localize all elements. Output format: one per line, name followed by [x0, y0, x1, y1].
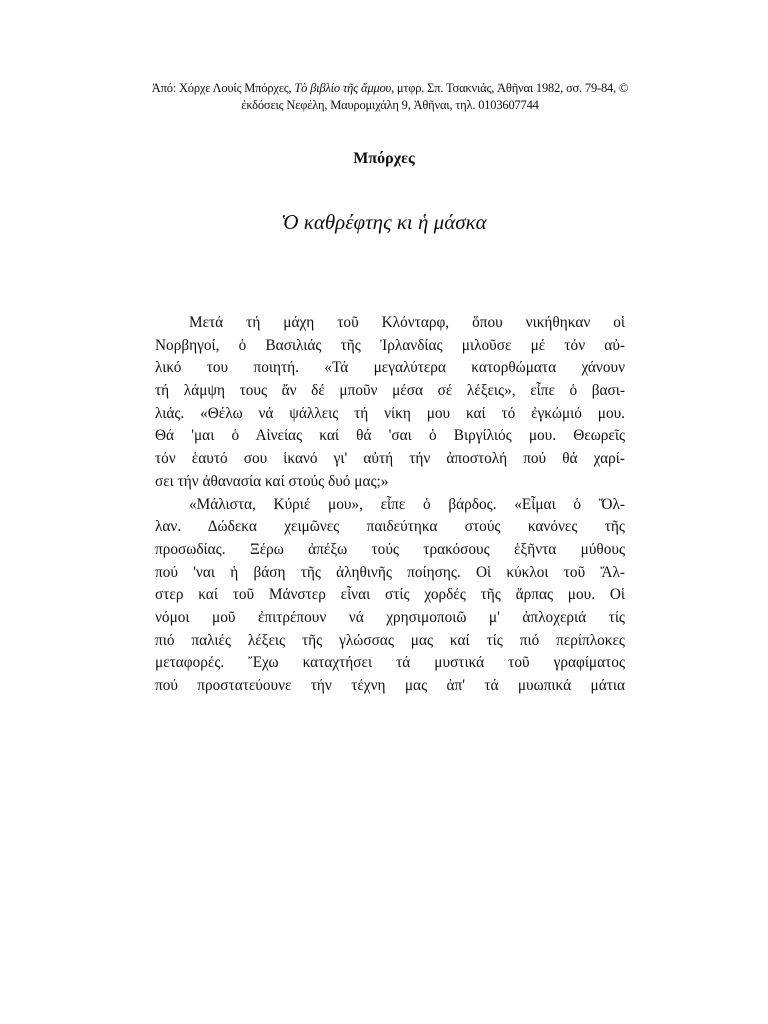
source-line-1 [60, 80, 720, 97]
body-line: Μετά τή μάχη τοῦ Κλόνταρφ, ὅπου νικήθηκαν οἱ [189, 314, 625, 331]
source-line-1-suffix: , μτφρ. Σπ. Τσακνιάς, Ἀθῆναι 1982, σσ. 79-84, © [391, 81, 629, 95]
body-line: Θά 'μαι ὁ Αἰνείας καί θά 'σαι ὁ Βιργίλιός μου. Θεωρεῖς [155, 427, 625, 445]
body-line: μεταφορές. Ἔχω καταχτήσει τά μυστικά τοῦ γραφίματος [155, 654, 625, 672]
body-line: στερ καί τοῦ Μάνστερ εἶναι στίς χορδές τῆς ἅρπας μου. Οἱ [155, 586, 625, 604]
body-line: λιάς. «Θέλω νά ψάλλεις τή νίκη μου καί τό ἐγκώμιό μου. [155, 404, 625, 422]
body-line: πιό παλιές λέξεις τῆς γλώσσας μας καί τίς πιό περίπλοκες [155, 631, 625, 649]
body-line: προσωδίας. Ξέρω ἀπέξω τούς τρακόσους ἑξῆντα μύθους [155, 540, 625, 558]
body-line: σει τήν ἀθανασία καί στούς δυό μας;» [155, 472, 389, 490]
body-line: τόν ἑαυτό σου ἱκανό γι' αὐτή τήν ἀποστολή πού θά χαρί- [155, 450, 625, 468]
body-line: πού προστατεύουνε τήν τέχνη μας ἀπ' τά μυωπικά μάτια [155, 677, 625, 694]
body-line: Νορβηγοί, ὁ Βασιλιάς τῆς Ἰρλανδίας μιλοῦσε μέ τόν αὐ- [155, 336, 625, 354]
source-line-1-prefix: Ἀπό: Χόρχε Λουίς Μπόρχες, [151, 81, 295, 95]
body-line: τή λάμψη τους ἄν δέ μποῦν μέσα σέ λέξεις», εἶπε ὁ βασι- [155, 382, 625, 400]
source-citation [60, 80, 720, 114]
body-line: λικό του ποιητή. «Τά μεγαλύτερα κατορθώματα χάνουν [155, 359, 625, 377]
author-heading: Μπόρχες [353, 150, 415, 167]
story-title: Ὁ καθρέφτης κι ἡ μάσκα [281, 210, 487, 234]
source-book-title: Τὸ βιβλίο τῆς ἄμμου [294, 81, 392, 95]
body-line: νόμοι μοῦ ἐπιτρέπουν νά χρησιμοποιῶ μ' ἀπλοχεριά τίς [155, 608, 625, 626]
body-text [155, 312, 625, 698]
body-line: λαν. Δώδεκα χειμῶνες παιδεύτηκα στούς κανόνες τῆς [155, 518, 625, 536]
body-line: «Μάλιστα, Κύριέ μου», εἶπε ὁ βάρδος. «Εἶμαι ὁ Ὄλ- [189, 495, 625, 513]
body-line: πού 'ναι ἡ βάση τῆς ἀληθινῆς ποίησης. Οἱ κύκλοι τοῦ Ἄλ- [155, 563, 625, 581]
source-line-2: ἐκδόσεις Νεφέλη, Μαυρομιχάλη 9, Ἀθῆναι, τηλ. 0103607744 [241, 98, 539, 112]
